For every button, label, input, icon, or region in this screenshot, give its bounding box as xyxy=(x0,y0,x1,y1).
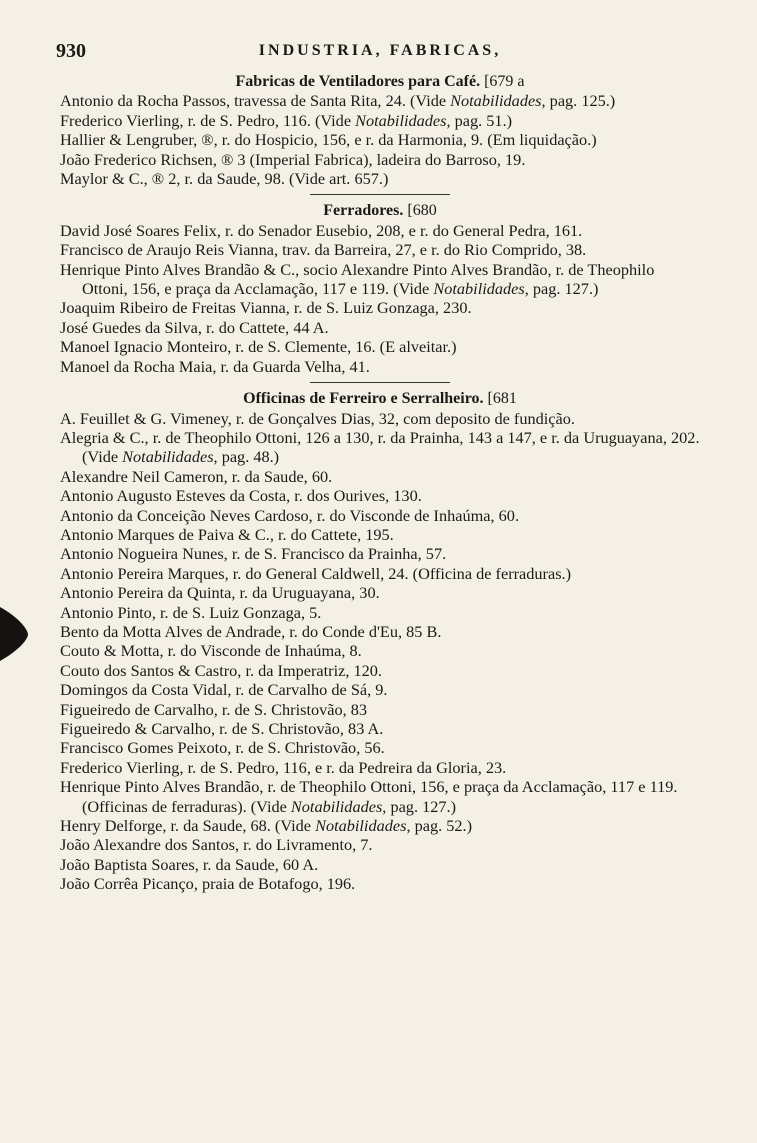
directory-entry xyxy=(60,661,700,680)
entry-text: Alegria & C., r. de Theophilo Ottoni, 126 a 130, r. da Prainha, 143 a 147, e r. da Uruguayana, 202. (Vide xyxy=(60,427,700,467)
entry-reference: Notabilidades xyxy=(315,816,407,836)
directory-entry xyxy=(60,130,700,149)
directory-entry xyxy=(60,583,700,602)
section-number: [681 xyxy=(487,390,517,408)
directory-entry xyxy=(60,467,700,486)
entry-text: João Frederico Richsen, ® 3 (Imperial Fabrica), ladeira do Barroso, 19. xyxy=(60,149,526,169)
directory-entry xyxy=(60,622,700,641)
directory-entry xyxy=(60,337,700,356)
entry-text: Domingos da Costa Vidal, r. de Carvalho de Sá, 9. xyxy=(60,680,388,700)
entry-text: David José Soares Felix, r. do Senador Eusebio, 208, e r. do General Pedra, 161. xyxy=(60,220,583,240)
entry-text: José Guedes da Silva, r. do Cattete, 44 A. xyxy=(60,317,329,337)
entry-text: , pag. 52.) xyxy=(406,816,473,836)
entry-text: Antonio Pereira Marques, r. do General Caldwell, 24. (Officina de ferraduras.) xyxy=(60,563,572,583)
entry-text: Antonio Pereira da Quinta, r. da Uruguayana, 30. xyxy=(60,583,380,603)
entry-text: Henrique Pinto Alves Brandão, r. de Theophilo Ottoni, 156, e praça da Acclamação, 117 e 119. (Officinas de ferraduras). (Vide xyxy=(60,777,678,816)
directory-entry xyxy=(60,874,700,893)
entry-text: A. Feuillet & G. Vimeney, r. de Gonçalves Dias, 32, com deposito de fundição. xyxy=(60,408,575,428)
entry-text: , pag. 127.) xyxy=(382,796,456,816)
entry-text: Bento da Motta Alves de Andrade, r. do Conde d'Eu, 85 B. xyxy=(60,621,442,641)
entry-text: Figueiredo de Carvalho, r. de S. Christovão, 83 xyxy=(60,699,368,719)
entry-text: Manoel da Rocha Maia, r. da Guarda Velha, 41. xyxy=(60,356,370,376)
running-title: INDUSTRIA, FABRICAS, xyxy=(258,42,502,59)
entry-text: Figueiredo & Carvalho, r. de S. Christovão, 83 A. xyxy=(60,719,384,738)
entry-text: Frederico Vierling, r. de S. Pedro, 116, e r. da Pedreira da Gloria, 23. xyxy=(60,757,507,777)
directory-entry xyxy=(60,169,700,188)
section-title-text: Ferradores. xyxy=(323,202,404,220)
directory-entry xyxy=(60,91,700,110)
entry-text: João Corrêa Picanço, praia de Botafogo, 196. xyxy=(60,874,356,894)
directory-entry xyxy=(60,298,700,317)
directory-entry xyxy=(60,221,700,240)
directory-entry xyxy=(60,544,700,563)
entry-text: Antonio Marques de Paiva & C., r. do Cattete, 195. xyxy=(60,524,394,544)
section-title xyxy=(60,72,700,91)
entry-text: Couto & Motta, r. do Visconde de Inhaúma, 8. xyxy=(60,641,362,661)
directory-entry xyxy=(60,738,700,757)
directory-entry xyxy=(60,564,700,583)
page-header xyxy=(50,40,710,66)
entry-text: João Alexandre dos Santos, r. do Livramento, 7. xyxy=(60,835,373,855)
directory-entry xyxy=(60,506,700,525)
directory-entry xyxy=(60,409,700,428)
directory-entry xyxy=(60,525,700,544)
directory-entry xyxy=(60,260,700,299)
directory-entry xyxy=(60,758,700,777)
entry-text: Frederico Vierling, r. de S. Pedro, 116. (Vide xyxy=(60,110,356,130)
directory-entry xyxy=(60,719,700,738)
entry-text: Antonio Pinto, r. de S. Luiz Gonzaga, 5. xyxy=(60,602,322,622)
entry-text: Manoel Ignacio Monteiro, r. de S. Clemente, 16. (E alveitar.) xyxy=(60,337,457,357)
directory-entry xyxy=(60,150,700,169)
entry-text: Francisco Gomes Peixoto, r. de S. Christovão, 56. xyxy=(60,738,385,758)
document-body xyxy=(60,72,700,894)
directory-entry xyxy=(60,240,700,259)
directory-entry xyxy=(60,641,700,660)
entry-text: Joaquim Ribeiro de Freitas Vianna, r. de S. Luiz Gonzaga, 230. xyxy=(60,298,472,318)
entry-text: Antonio da Conceição Neves Cardoso, r. do Visconde de Inhaúma, 60. xyxy=(60,505,520,525)
entry-reference: Notabilidades xyxy=(433,279,525,299)
entry-reference: Notabilidades xyxy=(450,91,542,111)
entry-text: , pag. 127.) xyxy=(524,279,599,299)
page-number: 930 xyxy=(56,40,86,62)
directory-entry xyxy=(60,835,700,854)
directory-entry xyxy=(60,603,700,622)
entry-reference: Notabilidades xyxy=(122,447,214,467)
binding-mark-icon xyxy=(0,603,30,663)
directory-entry xyxy=(60,486,700,505)
directory-entry xyxy=(60,700,700,719)
entry-text: João Baptista Soares, r. da Saude, 60 A. xyxy=(60,854,319,874)
section-number: [679 a xyxy=(484,73,525,90)
entry-text: , pag. 48.) xyxy=(213,447,280,467)
section-divider xyxy=(310,194,450,195)
entry-text: Maylor & C., ® 2, r. da Saude, 98. (Vide art. 657.) xyxy=(60,169,389,189)
section-title-text: Officinas de Ferreiro e Serralheiro. xyxy=(243,390,484,408)
directory-entry xyxy=(60,318,700,337)
directory-entry xyxy=(60,816,700,835)
directory-entry xyxy=(60,111,700,130)
directory-entry xyxy=(60,855,700,874)
section-title xyxy=(60,389,700,408)
directory-entry xyxy=(60,680,700,699)
entry-reference: Notabilidades xyxy=(290,796,383,816)
directory-entry xyxy=(60,428,700,467)
entry-text: Francisco de Araujo Reis Vianna, trav. da Barreira, 27, e r. do Rio Comprido, 38. xyxy=(60,240,587,260)
entry-text: Alexandre Neil Cameron, r. da Saude, 60. xyxy=(60,466,333,486)
section-title-text: Fabricas de Ventiladores para Café. xyxy=(235,73,481,90)
section-title xyxy=(60,201,700,220)
entry-text: Henry Delforge, r. da Saude, 68. (Vide xyxy=(60,816,316,836)
section-number: [680 xyxy=(407,202,437,220)
entry-reference: Notabilidades xyxy=(355,110,447,130)
entry-text: Couto dos Santos & Castro, r. da Imperatriz, 120. xyxy=(60,660,382,680)
directory-entry xyxy=(60,777,700,816)
directory-entry xyxy=(60,357,700,376)
entry-text: Antonio da Rocha Passos, travessa de Santa Rita, 24. (Vide xyxy=(60,91,451,111)
section-divider xyxy=(310,382,450,383)
entry-text: , pag. 51.) xyxy=(446,110,513,130)
entry-text: Antonio Nogueira Nunes, r. de S. Francisco da Prainha, 57. xyxy=(60,544,447,564)
entry-text: Henrique Pinto Alves Brandão & C., socio Alexandre Pinto Alves Brandão, r. de Theophilo Ottoni, 156, e praça da Acclamação, 117 e 119. (Vide xyxy=(60,259,655,299)
entry-text: , pag. 125.) xyxy=(541,91,616,111)
entry-text: Antonio Augusto Esteves da Costa, r. dos Ourives, 130. xyxy=(60,486,422,506)
entry-text: Hallier & Lengruber, ®, r. do Hospicio, 156, e r. da Harmonia, 9. (Em liquidação.) xyxy=(60,130,597,150)
